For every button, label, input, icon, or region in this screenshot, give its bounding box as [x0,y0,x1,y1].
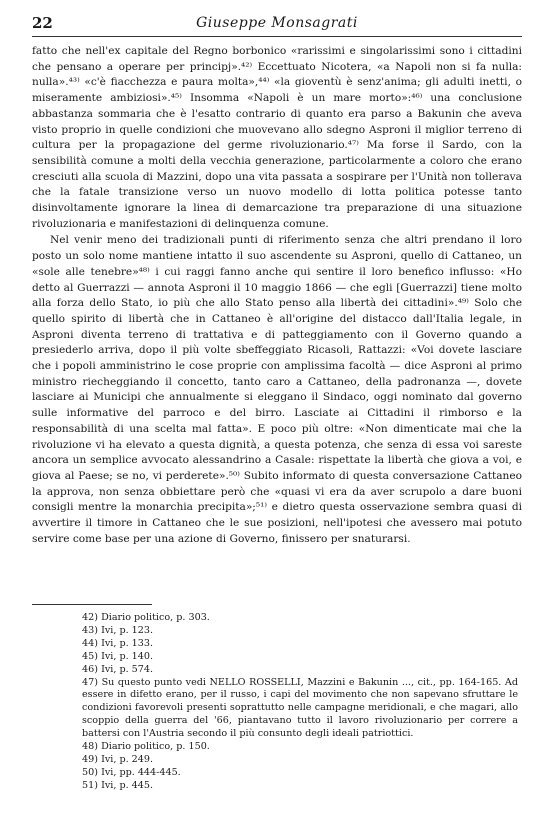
paragraph: fatto che nell'ex capitale del Regno borbonico «rarissimi e singolarissimi sono i cittadini che pensano a operare per principj».⁴²⁾ Eccettuato Nicotera, «a Napoli non si fa nulla: nulla».⁴³⁾ «c'è fiacchezza e paura molta»,⁴⁴⁾ «la gioventù è senz'anima; gli adulti inetti, o miseramente ambiziosi».⁴⁵⁾ Insomma «Napoli è un mare morto»:⁴⁶⁾ una conclusione abbastanza sommaria che è l'esatto contrario di quanto era parso a Bakunin che aveva visto proprio in quelle condizioni che muovevano allo sdegno Asproni il miglior terreno di cultura per la propagazione del germe rivoluzionario.⁴⁷⁾ Ma forse il Sardo, con la sensibilità comune a molti della vecchia generazione, particolarmente a coloro che erano cresciuti alla scuola di Mazzini, dopo una vita passata a sospirare per l'Unità non tollerava che la fatale transizione verso un nuovo modello di lotta politica potesse tanto disinvoltamente ignorare la linea di demarcazione tra preparazione di una situazione rivoluzionaria e manifestazioni di delinquenza comune. [32,45,522,230]
paragraph: Nel venir meno dei tradizionali punti di riferimento senza che altri prendano il loro posto un solo nome mantiene intatto il suo ascendente su Asproni, quello di Cattaneo, un «sole alle tenebre»⁴⁸⁾ i cui raggi fanno anche qui sentire il loro benefico influsso: «Ho detto al Guerrazzi — annota Asproni il 10 maggio 1866 — che egli [Guerrazzi] tiene molto alla forza dello Stato, io più che allo Stato penso alla libertà dei cittadini».⁴⁹⁾ Solo che quello spirito di libertà che in Cattaneo è all'origine del distacco dall'Italia legale, in Asproni diventa terreno di trattativa e di patteggiamento con il Governo quando a presiederlo arriva, dopo il più volte sbeffeggiato Ricasoli, Rattazzi: «Voi dovete lasciare che i popoli amministrino le cose proprie con amplissima facoltà — dice Asproni al primo ministro riecheggiando il concetto, tanto caro a Cattaneo, della padronanza —, dovete lasciare ai Municipi che annualmente si eleggano il Sindaco, oggi nominato dal governo sulle informative del parroco e del birro. Lasciate ai Cittadini il rimborso e la responsabilità di una scelta mal fatta». E poco più oltre: «Non dimenticate mai che la rivoluzione vi ha elevato a questa dignità, a questa potenza, che senza di essa voi sareste ancora un semplice avvocato alessandrino a Casale: rispettate la libertà che giova a voi, e giova al Paese; se no, vi perderete».⁵⁰⁾ Subito informato di questa conversazione Cattaneo la approva, non senza obbiettare però che «quasi vi era da aver scrupolo a dare buoni consigli mentre la monarchia precipita»;⁵¹⁾ e dietro questa osservazione sembra quasi di avvertire il timore in Cattaneo che le sue posizioni, nell'ipotesi che avessero mai potuto servire come base per una azione di Governo, finissero per snaturarsi. [32,234,522,545]
footnote [82,767,518,780]
footnote [82,780,518,793]
footnote-text: Ivi, p. 249. [101,753,154,765]
footnote [82,664,518,677]
footnote-text: Ivi, p. 123. [101,624,154,636]
body-text [32,44,522,548]
footnote-number: 49) [82,753,98,765]
footnote-text: Diario politico, p. 303. [101,612,210,623]
footnote [82,677,518,742]
footnote [82,651,518,664]
footnote-number: 44) [82,637,98,649]
page-number: 22 [32,14,53,32]
page-header [32,14,522,37]
footnote-text: Ivi, p. 445. [101,779,154,791]
footnote-number: 51) [82,779,98,791]
footnote-text: Ivi, p. 133. [101,637,154,649]
footnote-rule [32,604,152,605]
footnote-number: 45) [82,650,98,662]
footnote-number: 46) [82,663,98,675]
footnote [82,754,518,767]
footnote-text: Ivi, pp. 444-445. [101,766,181,778]
footnote-number: 47) [82,676,98,688]
footnote-text: Ivi, p. 140. [101,650,154,662]
footnote-number: 48) [82,741,98,753]
footnotes [82,612,518,793]
footnote [82,638,518,651]
footnote-text: Ivi, p. 574. [101,663,154,675]
footnote-number: 42) [82,612,98,623]
footnote-text: Diario politico, p. 150. [101,741,210,753]
footnote [82,625,518,638]
footnote [82,612,518,625]
running-head: Giuseppe Monsagrati [196,15,358,31]
footnote-number: 43) [82,624,98,636]
footnote-text: Su questo punto vedi NELLO ROSSELLI, Mazzini e Bakunin ..., cit., pp. 164-165. Ad essere in difetto erano, per il russo, i capi del movimento che non sapevano sfruttare le condizioni favorevoli presenti soprattutto nelle campagne meridionali, e che magari, allo scoppio della guerra del '66, piantavano tutto il lavoro rivoluzionario per correre a battersi con l'Austria secondo il più consunto degli ideali patriottici. [82,676,518,740]
footnote-number: 50) [82,766,98,778]
footnote [82,741,518,754]
